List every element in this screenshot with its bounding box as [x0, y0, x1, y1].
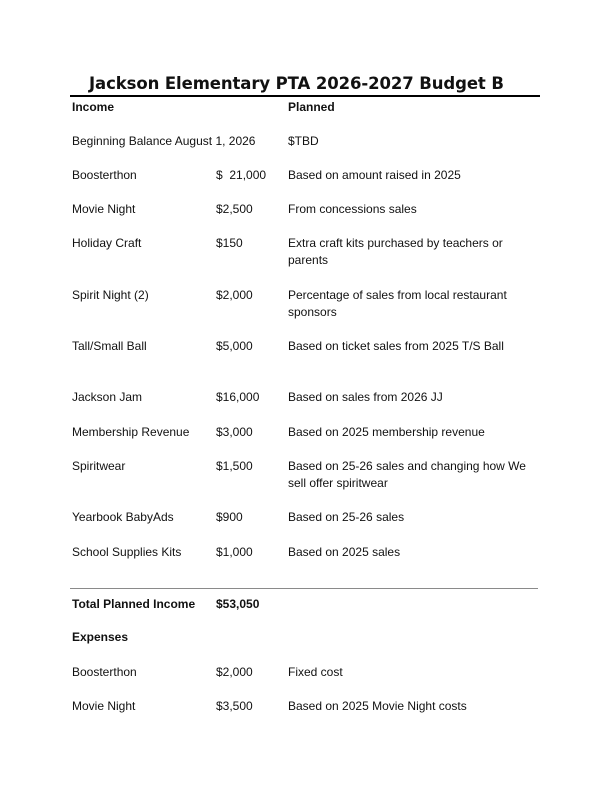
row-item: Spiritwear — [72, 459, 126, 473]
row-item: Jackson Jam — [72, 390, 143, 404]
total-label: Total Planned Income — [72, 597, 196, 611]
row-item: Membership Revenue — [72, 425, 190, 439]
row-item: Beginning Balance August 1, 2026 — [72, 134, 256, 148]
row-item: Boosterthon — [72, 168, 137, 182]
row-item: Tall/Small Ball — [72, 339, 147, 353]
row-item: Spirit Night (2) — [72, 288, 149, 302]
row-note: Based on 2025 sales — [288, 545, 401, 559]
row-note: Based on amount raised in 2025 — [288, 168, 461, 182]
row-note: Based on 25-26 sales — [288, 510, 405, 524]
document-title: Jackson Elementary PTA 2026-2027 Budget B — [89, 74, 504, 93]
row-amount: $150 — [216, 236, 243, 250]
row-amount: $3,500 — [216, 699, 253, 713]
row-note: Extra craft kits purchased by teachers or parents — [288, 236, 503, 267]
row-note: Percentage of sales from local restaurant sponsors — [288, 288, 507, 319]
row-item: Holiday Craft — [72, 236, 142, 250]
row-amount: $1,000 — [216, 545, 253, 559]
row-note: Based on 25-26 sales and changing how We sell offer spiritwear — [288, 459, 526, 490]
row-amount: $3,000 — [216, 425, 253, 439]
row-note: Based on sales from 2026 JJ — [288, 390, 443, 404]
row-note: Based on 2025 Movie Night costs — [288, 699, 467, 713]
row-amount: $2,000 — [216, 665, 253, 679]
row-amount: $2,500 — [216, 202, 253, 216]
column-header-income: Income — [72, 100, 115, 114]
row-note: Based on ticket sales from 2025 T/S Ball — [288, 339, 504, 353]
row-amount: $2,000 — [216, 288, 253, 302]
row-note: $TBD — [288, 134, 319, 148]
row-item: School Supplies Kits — [72, 545, 182, 559]
row-item: Movie Night — [72, 699, 136, 713]
row-amount: $5,000 — [216, 339, 253, 353]
row-amount: $16,000 — [216, 390, 260, 404]
row-item: Movie Night — [72, 202, 136, 216]
row-amount: $900 — [216, 510, 243, 524]
title-underline — [70, 95, 540, 97]
row-item: Yearbook BabyAds — [72, 510, 174, 524]
expenses-heading: Expenses — [72, 630, 129, 644]
row-item: Boosterthon — [72, 665, 137, 679]
row-amount: $ 21,000 — [216, 168, 267, 182]
column-header-planned: Planned — [288, 100, 335, 114]
row-note: Based on 2025 membership revenue — [288, 425, 485, 439]
row-amount: $1,500 — [216, 459, 253, 473]
row-note: Fixed cost — [288, 665, 343, 679]
total-amount: $53,050 — [216, 597, 260, 611]
row-note: From concessions sales — [288, 202, 417, 216]
section-divider — [70, 588, 538, 589]
